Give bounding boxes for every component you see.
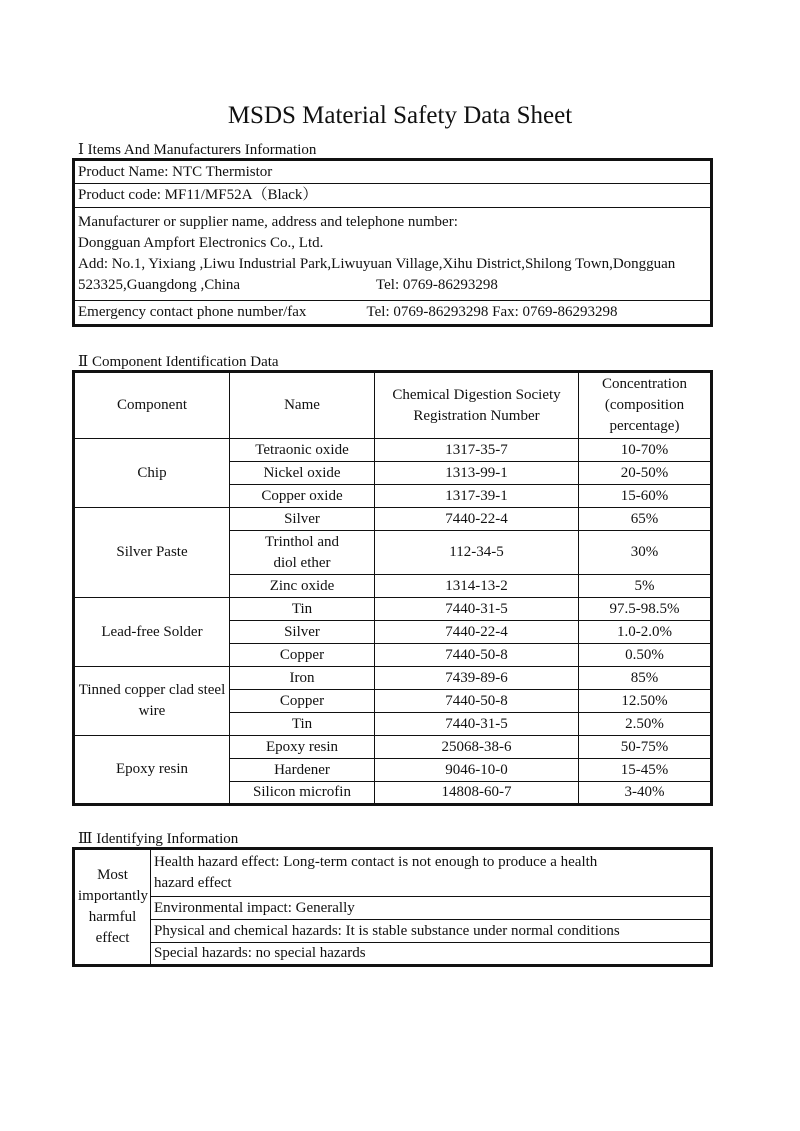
header-conc-line-2: (composition — [604, 397, 685, 413]
reg-cell: 14808-60-7 — [375, 782, 579, 805]
section-3-heading: Ⅲ Identifying Information — [78, 831, 239, 847]
address-line-2-text: 523325,Guangdong ,China — [78, 277, 241, 293]
health-line-2: hazard effect — [154, 875, 232, 891]
component-cell: Lead-free Solder — [74, 598, 230, 667]
table-row — [74, 598, 712, 621]
section-1-heading: Ⅰ Items And Manufacturers Information — [78, 142, 317, 158]
conc-cell: 15-45% — [579, 759, 712, 782]
name-cell: Hardener — [230, 759, 375, 782]
reg-cell: 7440-22-4 — [375, 508, 579, 531]
name-cell: Tin — [230, 713, 375, 736]
manufacturer-info-table — [72, 158, 713, 327]
reg-cell: 1314-13-2 — [375, 575, 579, 598]
table-row — [74, 439, 712, 462]
name-cell: Zinc oxide — [230, 575, 375, 598]
manufacturer-label: Manufacturer or supplier name, address and telephone number: — [78, 214, 458, 230]
header-registration — [375, 372, 579, 439]
manufacturer-block — [74, 208, 712, 301]
conc-cell: 10-70% — [579, 439, 712, 462]
category-line-4: effect — [95, 930, 130, 946]
company-tel: Tel: 0769-86293298 — [376, 277, 498, 293]
name-cell: Epoxy resin — [230, 736, 375, 759]
reg-cell: 7440-22-4 — [375, 621, 579, 644]
header-name: Name — [230, 372, 375, 439]
section-2-heading: Ⅱ Component Identification Data — [78, 354, 279, 370]
conc-cell: 15-60% — [579, 485, 712, 508]
reg-cell: 7440-31-5 — [375, 713, 579, 736]
reg-cell: 25068-38-6 — [375, 736, 579, 759]
address-line-1: Add: No.1, Yixiang ,Liwu Industrial Park,Liwuyuan Village,Xihu District,Shilong Town,Dongguan — [78, 256, 676, 272]
health-line-1: Health hazard effect: Long-term contact is not enough to produce a health — [154, 854, 598, 870]
name-cell: Iron — [230, 667, 375, 690]
name-line-2: diol ether — [273, 554, 331, 571]
product-code: Product code: MF11/MF52A（Black） — [74, 184, 712, 208]
conc-cell: 65% — [579, 508, 712, 531]
header-conc-line-1: Concentration — [602, 376, 687, 392]
name-line-1: Trinthol and — [264, 533, 340, 550]
header-conc-line-3: percentage) — [609, 418, 680, 434]
conc-cell: 50-75% — [579, 736, 712, 759]
reg-cell: 7439-89-6 — [375, 667, 579, 690]
name-cell: Silicon microfin — [230, 782, 375, 805]
product-name: Product Name: NTC Thermistor — [74, 160, 712, 184]
special-hazards-cell: Special hazards: no special hazards — [151, 943, 712, 966]
component-cell: Chip — [74, 439, 230, 508]
name-cell: Tin — [230, 598, 375, 621]
hazard-category-cell — [74, 849, 151, 966]
reg-cell: 1317-39-1 — [375, 485, 579, 508]
component-cell: Epoxy resin — [74, 736, 230, 805]
reg-cell: 112-34-5 — [375, 531, 579, 575]
conc-cell: 5% — [579, 575, 712, 598]
reg-cell: 1313-99-1 — [375, 462, 579, 485]
component-table — [72, 370, 713, 806]
reg-cell: 7440-31-5 — [375, 598, 579, 621]
conc-cell: 3-40% — [579, 782, 712, 805]
category-line-3: harmful — [88, 909, 137, 925]
conc-cell: 1.0-2.0% — [579, 621, 712, 644]
conc-cell: 0.50% — [579, 644, 712, 667]
emergency-value: Tel: 0769-86293298 Fax: 0769-86293298 — [364, 301, 712, 326]
health-hazard-cell — [151, 849, 712, 897]
conc-cell: 30% — [579, 531, 712, 575]
header-reg-line-1: Chemical Digestion Society — [392, 386, 561, 403]
company-name: Dongguan Ampfort Electronics Co., Ltd. — [78, 235, 324, 251]
document-title: MSDS Material Safety Data Sheet — [227, 102, 573, 129]
name-cell: Nickel oxide — [230, 462, 375, 485]
reg-cell: 1317-35-7 — [375, 439, 579, 462]
name-cell: Silver — [230, 621, 375, 644]
name-cell: Copper — [230, 644, 375, 667]
name-cell: Silver — [230, 508, 375, 531]
header-concentration — [579, 372, 712, 439]
table-row — [74, 508, 712, 531]
component-cell: Silver Paste — [74, 508, 230, 598]
table-row — [74, 667, 712, 690]
conc-cell: 97.5-98.5% — [579, 598, 712, 621]
component-cell — [74, 667, 230, 736]
name-cell: Tetraonic oxide — [230, 439, 375, 462]
name-cell: Copper oxide — [230, 485, 375, 508]
environmental-impact-cell: Environmental impact: Generally — [151, 897, 712, 920]
name-cell — [230, 531, 375, 575]
address-line-2 — [78, 275, 707, 296]
category-line-1: Most — [97, 867, 128, 883]
identifying-info-table — [72, 847, 713, 967]
conc-cell: 12.50% — [579, 690, 712, 713]
conc-cell: 85% — [579, 667, 712, 690]
emergency-label: Emergency contact phone number/fax — [74, 301, 364, 326]
table-row — [74, 736, 712, 759]
reg-cell: 7440-50-8 — [375, 690, 579, 713]
component-line-2: wire — [138, 703, 166, 719]
conc-cell: 2.50% — [579, 713, 712, 736]
header-component: Component — [74, 372, 230, 439]
reg-cell: 7440-50-8 — [375, 644, 579, 667]
conc-cell: 20-50% — [579, 462, 712, 485]
header-reg-line-2: Registration Number — [413, 407, 540, 424]
component-line-1: Tinned copper clad steel — [78, 682, 226, 698]
physical-chemical-hazards-cell: Physical and chemical hazards: It is stable substance under normal conditions — [151, 920, 712, 943]
reg-cell: 9046-10-0 — [375, 759, 579, 782]
name-cell: Copper — [230, 690, 375, 713]
category-line-2: importantly — [78, 888, 148, 904]
